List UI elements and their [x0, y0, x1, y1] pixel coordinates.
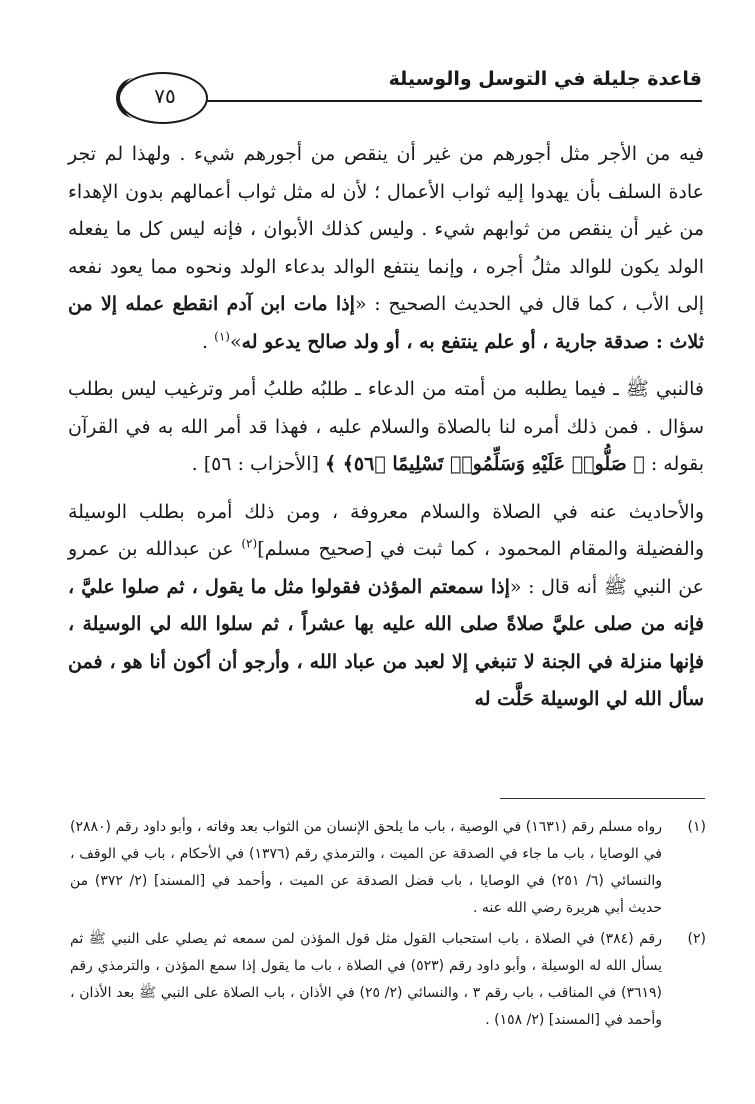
body-paragraph [68, 494, 704, 719]
running-header [100, 58, 702, 128]
paragraph-text: . [202, 330, 215, 353]
footnote [70, 814, 706, 922]
footnote-text: رواه مسلم رقم (١٦٣١) في الوصية ، باب ما يلحق الإنسان من الثواب بعد وفاته ، وأبو داود رقم (٢٨٨٠) في الوصايا ، باب ما جاء في الصدقة عن الميت ، والترمذي رقم (١٣٧٦) في الأحكام ، باب في الوقف ، والنسائي (٦/ ٢٥١) في الوصايا ، باب فضل الصدقة عن الميت ، وأحمد في [المسند] (٢/ ٣٧٢) من حديث أبي هريرة رضي الله عنه . [70, 819, 663, 916]
footnote-ref: (١) [214, 329, 230, 344]
paragraph-text: فيه من الأجر مثل أجورهم من غير أن ينقص من أجورهم شيء . ولهذا لم تجر عادة السلف بأن يهدوا إليه ثواب الأعمال ؛ لأن له مثل ثواب أعمالهم بدون الإهداء من غير أن ينقص من ثوابهم شيء . وليس كذلك الأبوان ، فإنه ليس كل ما يفعله الولد يكون للوالد مثلُ أجره ، وإنما ينتفع الوالد بدعاء الولد ونحوه مما يعود نفعه إلى الأب ، كما قال في الحديث الصحيح : « [68, 143, 704, 315]
footnotes [70, 814, 706, 1038]
footnote-ref: (٢) [241, 536, 258, 551]
body-paragraph [68, 371, 704, 484]
quran-verse: ﴿ صَلُّوا۟ عَلَيْهِ وَسَلِّمُوا۟ تَسْلِيمًا ﴿٥٦﴾ ﴾ [325, 453, 645, 475]
footnote-divider [500, 798, 705, 799]
footnote-number: (٢) [687, 931, 706, 947]
header-divider [160, 100, 702, 102]
main-text [68, 136, 704, 719]
book-title: قاعدة جليلة في التوسل والوسيلة [388, 68, 702, 90]
footnote-number: (١) [687, 819, 706, 835]
body-paragraph [68, 136, 704, 361]
footnote [70, 926, 706, 1034]
footnote-text: رقم (٣٨٤) في الصلاة ، باب استحباب القول مثل قول المؤذن لمن سمعه ثم يصلي على النبي ﷺ ثم يسأل الله له الوسيلة ، وأبو داود رقم (٥٢٣) في الصلاة ، باب ما يقول إذا سمع المؤذن ، والترمذي رقم (٣٦١٩) في المناقب ، باب رقم ٣ ، والنسائي (٢/ ٢٥) في الأذان ، باب الصلاة على النبي ﷺ بعد الأذان ، وأحمد في [المسند] (٢/ ١٥٨) . [70, 931, 663, 1028]
paragraph-text: والأحاديث عنه في الصلاة والسلام معروفة ، ومن ذلك أمره بطلب الوسيلة والفضيلة والمقام المحمود ، كما ثبت في [صحيح مسلم] [68, 500, 704, 560]
paragraph-text: » [229, 330, 242, 353]
paragraph-text: عن عبدالله بن عمرو عن النبي ﷺ أنه قال : « [68, 538, 704, 598]
paragraph-text: فالنبي ﷺ ـ فيما يطلبه من أمته من الدعاء ـ طلبُه طلبُ أمر وترغيب ليس بطلب سؤال . فمن ذلك أمره لنا بالصلاة والسلام عليه ، فهذا قد أمر الله به في القرآن بقوله : [68, 378, 704, 475]
hadith-quote: إذا مات ابن آدم انقطع عمله إلا من ثلاث : صدقة جارية ، أو علم ينتفع به ، أو ولد صالح يدعو له [68, 293, 704, 353]
hadith-quote: إذا سمعتم المؤذن فقولوا مثل ما يقول ، ثم صلوا عليَّ ، فإنه من صلى عليَّ صلاةً صلى الله عليه بها عشراً ، ثم سلوا الله لي الوسيلة ، فإنها منزلة في الجنة لا تنبغي إلا لعبد من عباد الله ، وأرجو أن أكون أنا هو ، فمن سأل الله لي الوسيلة حَلَّت له [68, 575, 704, 710]
paragraph-text: [الأحزاب : ٥٦] . [191, 453, 326, 475]
page-number: ٧٥ [154, 84, 176, 108]
